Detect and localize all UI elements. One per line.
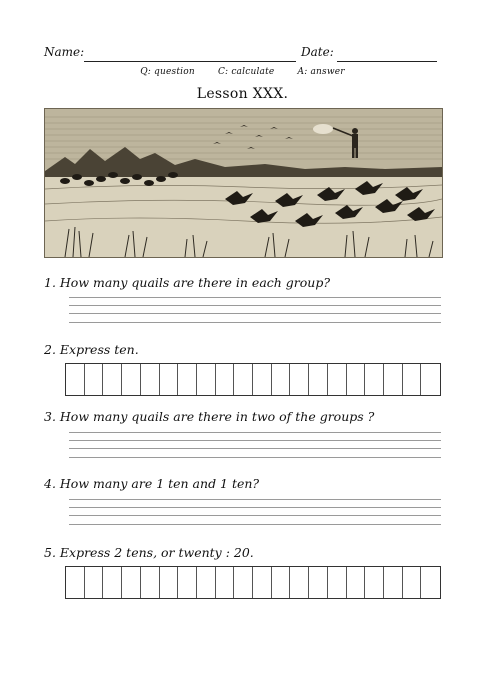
question-3: 3. How many quails are there in two of the groups ?	[44, 409, 375, 424]
grid-cell[interactable]	[66, 364, 85, 395]
grid-cell[interactable]	[290, 567, 309, 598]
answer-line[interactable]	[69, 515, 441, 516]
grid-cell[interactable]	[347, 567, 366, 598]
answer-line[interactable]	[69, 305, 441, 306]
grid-cell[interactable]	[160, 364, 179, 395]
grid-cell[interactable]	[384, 567, 403, 598]
question-1: 1. How many quails are there in each group?	[44, 275, 331, 290]
grid-cell[interactable]	[141, 567, 160, 598]
grid-cell[interactable]	[85, 567, 104, 598]
answer-line[interactable]	[69, 313, 441, 314]
grid-cell[interactable]	[253, 364, 272, 395]
grid-cell[interactable]	[103, 567, 122, 598]
grid-cell[interactable]	[122, 364, 141, 395]
grid-cell[interactable]	[122, 567, 141, 598]
grid-cell[interactable]	[421, 567, 440, 598]
answer-line[interactable]	[69, 499, 441, 500]
lesson-title: Lesson XXX.	[196, 86, 289, 102]
grid-cell[interactable]	[347, 364, 366, 395]
grid-cell[interactable]	[160, 567, 179, 598]
answer-line[interactable]	[69, 440, 441, 441]
answer-grid[interactable]	[65, 566, 441, 599]
question-5: 5. Express 2 tens, or twenty : 20.	[44, 545, 254, 560]
grid-cell[interactable]	[197, 567, 216, 598]
grid-cell[interactable]	[178, 364, 197, 395]
legend-calculate: C: calculate	[217, 67, 275, 77]
answer-line[interactable]	[69, 507, 441, 508]
grid-cell[interactable]	[328, 364, 347, 395]
legend-question: Q: question	[140, 67, 195, 77]
grid-cell[interactable]	[403, 364, 422, 395]
grid-cell[interactable]	[365, 364, 384, 395]
answer-line[interactable]	[69, 322, 441, 323]
grid-cell[interactable]	[66, 567, 85, 598]
grid-cell[interactable]	[197, 364, 216, 395]
grid-cell[interactable]	[216, 567, 235, 598]
grid-cell[interactable]	[290, 364, 309, 395]
grid-cell[interactable]	[365, 567, 384, 598]
answer-line[interactable]	[69, 524, 441, 525]
grid-cell[interactable]	[272, 567, 291, 598]
answer-grid[interactable]	[65, 363, 441, 396]
legend	[0, 67, 485, 77]
grid-cell[interactable]	[178, 567, 197, 598]
grid-cell[interactable]	[103, 364, 122, 395]
grid-cell[interactable]	[85, 364, 104, 395]
grid-cell[interactable]	[234, 364, 253, 395]
answer-line[interactable]	[69, 457, 441, 458]
grid-cell[interactable]	[403, 567, 422, 598]
name-field[interactable]	[84, 61, 296, 62]
legend-answer: A: answer	[297, 67, 345, 77]
date-field[interactable]	[337, 61, 437, 62]
answer-line[interactable]	[69, 432, 441, 433]
answer-line[interactable]	[69, 448, 441, 449]
grid-cell[interactable]	[384, 364, 403, 395]
grid-cell[interactable]	[216, 364, 235, 395]
grid-cell[interactable]	[272, 364, 291, 395]
grid-cell[interactable]	[309, 364, 328, 395]
answer-line[interactable]	[69, 297, 441, 298]
grid-cell[interactable]	[141, 364, 160, 395]
question-4: 4. How many are 1 ten and 1 ten?	[44, 476, 260, 491]
question-2: 2. Express ten.	[44, 342, 139, 357]
grid-cell[interactable]	[253, 567, 272, 598]
name-label: Name:	[44, 45, 85, 59]
quail-hunting-illustration	[44, 108, 443, 258]
grid-cell[interactable]	[328, 567, 347, 598]
grid-cell[interactable]	[421, 364, 440, 395]
grid-cell[interactable]	[309, 567, 328, 598]
date-label: Date:	[301, 45, 334, 59]
grid-cell[interactable]	[234, 567, 253, 598]
